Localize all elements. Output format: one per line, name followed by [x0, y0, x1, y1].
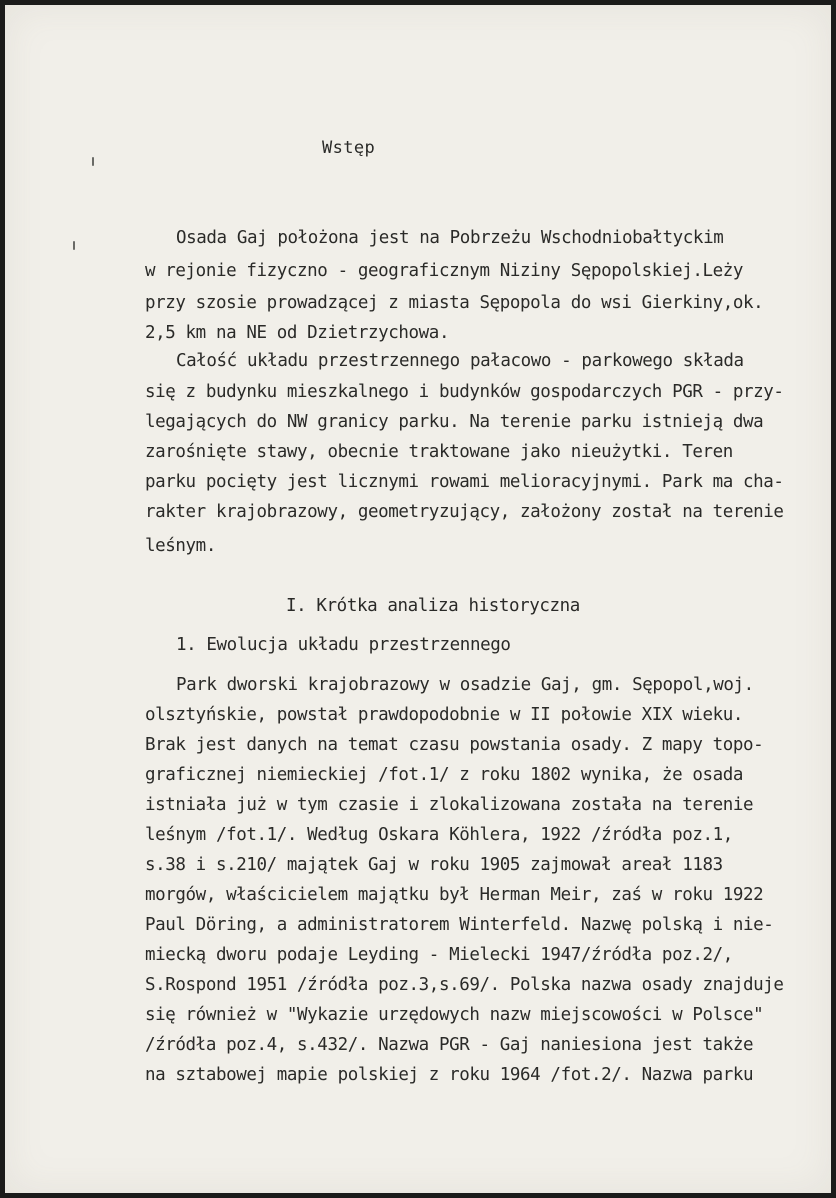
- text-line: graficznej niemieckiej /fot.1/ z roku 1802 wynika, że osada: [145, 765, 744, 785]
- text-line: legających do NW granicy parku. Na terenie parku istnieją dwa: [145, 412, 764, 432]
- text-line: S.Rospond 1951 /źródła poz.3,s.69/. Polska nazwa osady znajduje: [145, 975, 784, 995]
- text-line: Osada Gaj położona jest na Pobrzeżu Wschodniobałtyckim: [176, 228, 724, 248]
- text-line: parku pocięty jest licznymi rowami melioracyjnymi. Park ma cha-: [145, 472, 784, 492]
- typewritten-page: [5, 5, 831, 1193]
- text-line: /źródła poz.4, s.432/. Nazwa PGR - Gaj naniesiona jest także: [145, 1035, 754, 1055]
- text-line: na sztabowej mapie polskiej z roku 1964 /fot.2/. Nazwa parku: [145, 1065, 754, 1085]
- text-line: olsztyńskie, powstał prawdopodobnie w II połowie XIX wieku.: [145, 705, 744, 725]
- text-line: zarośnięte stawy, obecnie traktowane jako nieużytki. Teren: [145, 442, 733, 462]
- text-line: s.38 i s.210/ majątek Gaj w roku 1905 zajmował areał 1183: [145, 855, 723, 875]
- text-line: się z budynku mieszkalnego i budynków gospodarczych PGR - przy-: [145, 382, 784, 402]
- text-line: przy szosie prowadzącej z miasta Sępopola do wsi Gierkiny,ok.: [145, 293, 764, 313]
- page-title: Wstęp: [322, 138, 376, 158]
- margin-mark: [92, 157, 94, 166]
- text-line: leśnym /fot.1/. Według Oskara Köhlera, 1922 /źródła poz.1,: [145, 825, 733, 845]
- subsection-heading: 1. Ewolucja układu przestrzennego: [176, 635, 511, 655]
- text-line: miecką dworu podaje Leyding - Mielecki 1947/źródła poz.2/,: [145, 945, 733, 965]
- text-line: istniała już w tym czasie i zlokalizowana została na terenie: [145, 795, 754, 815]
- text-line: Park dworski krajobrazowy w osadzie Gaj, gm. Sępopol,woj.: [176, 675, 754, 695]
- section-heading: I. Krótka analiza historyczna: [286, 596, 580, 616]
- margin-mark: [73, 241, 75, 250]
- text-line: Brak jest danych na temat czasu powstania osady. Z mapy topo-: [145, 735, 764, 755]
- text-line: 2,5 km na NE od Dzietrzychowa.: [145, 323, 450, 343]
- text-line: morgów, właścicielem majątku był Herman Meir, zaś w roku 1922: [145, 885, 764, 905]
- text-line: leśnym.: [145, 536, 216, 556]
- text-line: Całość układu przestrzennego pałacowo - parkowego składa: [176, 351, 744, 371]
- text-line: w rejonie fizyczno - geograficznym Niziny Sępopolskiej.Leży: [145, 261, 744, 281]
- text-line: rakter krajobrazowy, geometryzujący, założony został na terenie: [145, 502, 784, 522]
- text-line: Paul Döring, a administratorem Winterfeld. Nazwę polską i nie-: [145, 915, 774, 935]
- text-line: się również w "Wykazie urzędowych nazw miejscowości w Polsce": [145, 1005, 764, 1025]
